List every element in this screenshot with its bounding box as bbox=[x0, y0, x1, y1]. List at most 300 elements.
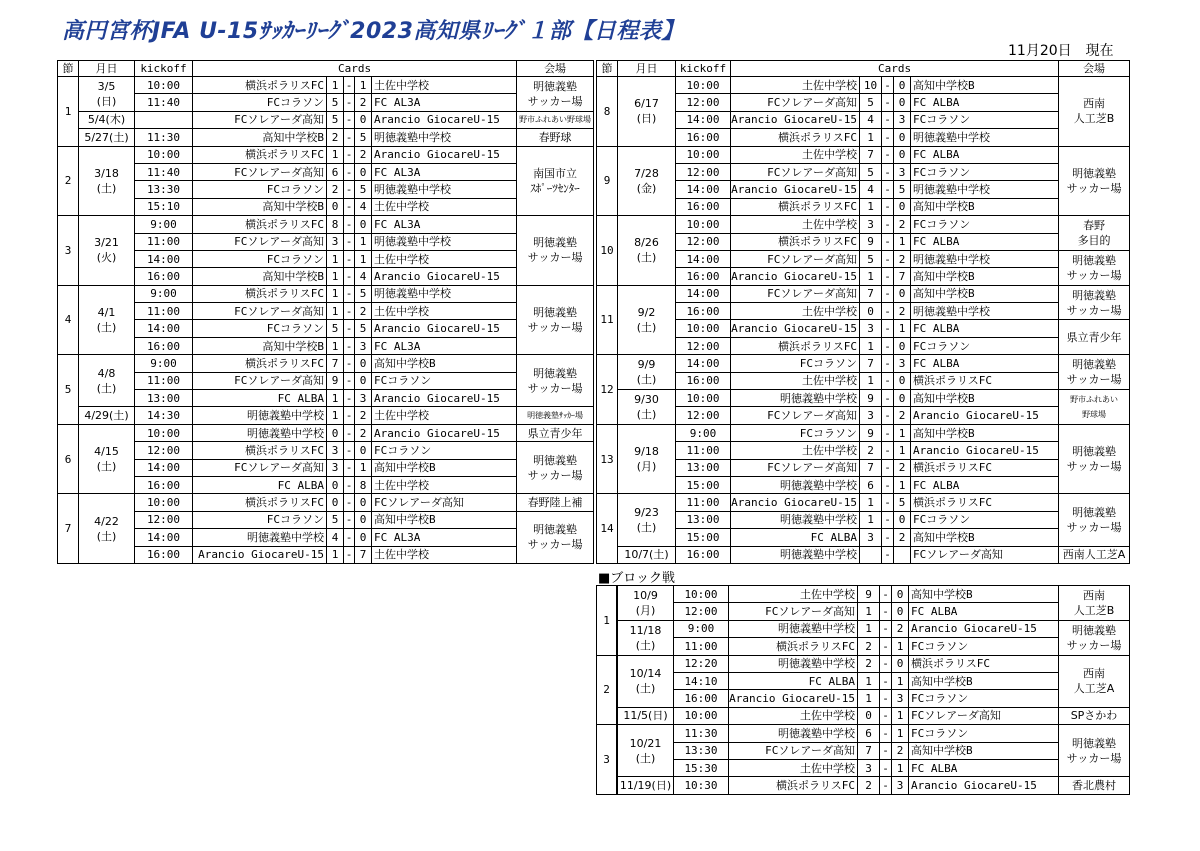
table-row bbox=[58, 146, 594, 163]
match-date: 4/22 (土) bbox=[79, 494, 135, 564]
kickoff-time: 16:00 bbox=[676, 198, 731, 215]
score-separator: - bbox=[882, 163, 894, 180]
kickoff-time: 15:10 bbox=[135, 198, 193, 215]
away-team: FC ALBA bbox=[911, 94, 1059, 111]
away-score: 3 bbox=[892, 777, 909, 794]
kickoff-time: 10:00 bbox=[674, 707, 729, 724]
round-number: 14 bbox=[597, 494, 618, 564]
table-row bbox=[58, 129, 594, 146]
score-separator: - bbox=[882, 424, 894, 441]
venue: 明徳義塾 サッカー場 bbox=[517, 216, 594, 286]
match-date: 10/9 (月) bbox=[618, 586, 674, 621]
away-score: 1 bbox=[892, 725, 909, 742]
home-score: 3 bbox=[858, 759, 880, 776]
header-sec: 節 bbox=[597, 61, 618, 77]
venue: 明徳義塾ｻｯｶｰ場 bbox=[517, 407, 594, 424]
match-date: 3/21 (火) bbox=[79, 216, 135, 286]
score-separator: - bbox=[344, 337, 355, 354]
away-score: 1 bbox=[355, 77, 372, 94]
away-score: 2 bbox=[892, 742, 909, 759]
kickoff-time: 12:00 bbox=[674, 603, 729, 620]
away-score: 1 bbox=[894, 320, 911, 337]
match-date: 9/9 (土) bbox=[618, 355, 676, 390]
away-score: 0 bbox=[355, 372, 372, 389]
home-team: 横浜ポラリスFC bbox=[193, 442, 327, 459]
venue: 明徳義塾 サッカー場 bbox=[1059, 285, 1130, 320]
table-row bbox=[618, 742, 1130, 759]
kickoff-time: 16:00 bbox=[674, 690, 729, 707]
score-separator: - bbox=[880, 690, 892, 707]
away-score: 2 bbox=[355, 424, 372, 441]
score-separator: - bbox=[882, 181, 894, 198]
score-separator: - bbox=[344, 216, 355, 233]
home-score: 5 bbox=[860, 250, 882, 267]
home-score: 7 bbox=[860, 459, 882, 476]
round-number: 1 bbox=[597, 586, 617, 656]
table-row bbox=[58, 198, 594, 215]
away-team: 横浜ポラリスFC bbox=[911, 459, 1059, 476]
home-score bbox=[860, 546, 882, 563]
table-row bbox=[597, 285, 1130, 302]
kickoff-time: 16:00 bbox=[135, 268, 193, 285]
away-team: FC AL3A bbox=[372, 337, 517, 354]
table-row bbox=[58, 94, 594, 111]
table-row bbox=[618, 638, 1130, 655]
table-row bbox=[597, 250, 1130, 267]
score-separator: - bbox=[344, 459, 355, 476]
table-row bbox=[58, 372, 594, 389]
away-team: FCコラソン bbox=[911, 216, 1059, 233]
away-score: 1 bbox=[892, 672, 909, 689]
table-row bbox=[618, 620, 1130, 637]
table-row bbox=[597, 511, 1130, 528]
away-team: 高知中学校B bbox=[911, 424, 1059, 441]
kickoff-time: 13:00 bbox=[135, 390, 193, 407]
table-row bbox=[597, 655, 617, 725]
home-team: 横浜ポラリスFC bbox=[193, 494, 327, 511]
table-row bbox=[597, 146, 1130, 163]
table-row bbox=[618, 777, 1130, 794]
kickoff-time: 11:40 bbox=[135, 163, 193, 180]
home-team: 土佐中学校 bbox=[731, 372, 860, 389]
away-team: FCソレアーダ高知 bbox=[909, 707, 1059, 724]
home-team: 横浜ポラリスFC bbox=[193, 355, 327, 372]
match-date: 4/1 (土) bbox=[79, 285, 135, 355]
home-team: 高知中学校B bbox=[193, 337, 327, 354]
home-score: 1 bbox=[327, 250, 344, 267]
away-score: 0 bbox=[894, 390, 911, 407]
home-team: 横浜ポラリスFC bbox=[193, 146, 327, 163]
venue: 明徳義塾 サッカー場 bbox=[1059, 620, 1130, 655]
home-score: 0 bbox=[858, 707, 880, 724]
home-team: FCソレアーダ高知 bbox=[193, 163, 327, 180]
venue: 南国市立 ｽﾎﾟｰﾂｾﾝﾀｰ bbox=[517, 146, 594, 216]
kickoff-time: 10:30 bbox=[674, 777, 729, 794]
home-team: FCコラソン bbox=[193, 181, 327, 198]
score-separator: - bbox=[882, 129, 894, 146]
kickoff-time: 9:00 bbox=[135, 216, 193, 233]
home-score: 1 bbox=[327, 407, 344, 424]
home-score: 1 bbox=[860, 494, 882, 511]
score-separator: - bbox=[344, 303, 355, 320]
kickoff-time: 13:00 bbox=[676, 511, 731, 528]
round-number: 2 bbox=[58, 146, 79, 216]
home-team: FC ALBA bbox=[193, 476, 327, 493]
home-score: 4 bbox=[860, 111, 882, 128]
home-score: 2 bbox=[858, 777, 880, 794]
table-row bbox=[58, 407, 594, 424]
away-team: 明徳義塾中学校 bbox=[372, 233, 517, 250]
home-score: 7 bbox=[860, 146, 882, 163]
away-team: FC ALBA bbox=[911, 233, 1059, 250]
home-score: 6 bbox=[860, 476, 882, 493]
schedule-table-right bbox=[596, 60, 1130, 564]
home-team: FCコラソン bbox=[193, 250, 327, 267]
home-score: 2 bbox=[327, 181, 344, 198]
away-team: 明徳義塾中学校 bbox=[911, 181, 1059, 198]
venue: 県立青少年 bbox=[517, 424, 594, 441]
away-score: 5 bbox=[355, 129, 372, 146]
kickoff-time: 11:00 bbox=[135, 303, 193, 320]
kickoff-time: 13:00 bbox=[676, 459, 731, 476]
kickoff-time: 16:00 bbox=[135, 476, 193, 493]
home-team: 土佐中学校 bbox=[729, 586, 858, 603]
away-score: 3 bbox=[892, 690, 909, 707]
score-separator: - bbox=[882, 146, 894, 163]
score-separator: - bbox=[882, 407, 894, 424]
away-score: 0 bbox=[892, 586, 909, 603]
schedule-table-block bbox=[617, 585, 1130, 795]
away-team: FC ALBA bbox=[911, 320, 1059, 337]
away-score: 1 bbox=[892, 638, 909, 655]
away-score: 4 bbox=[355, 198, 372, 215]
score-separator: - bbox=[882, 372, 894, 389]
venue: 明徳義塾 サッカー場 bbox=[1059, 250, 1130, 285]
away-team: 高知中学校B bbox=[911, 390, 1059, 407]
table-row bbox=[597, 233, 1130, 250]
score-separator: - bbox=[882, 94, 894, 111]
away-score: 2 bbox=[355, 407, 372, 424]
home-team: 横浜ポラリスFC bbox=[729, 777, 858, 794]
match-date: 6/17 (日) bbox=[618, 77, 676, 147]
home-score: 5 bbox=[860, 94, 882, 111]
home-score: 9 bbox=[860, 390, 882, 407]
score-separator: - bbox=[344, 546, 355, 563]
away-team: 明徳義塾中学校 bbox=[372, 129, 517, 146]
table-row bbox=[58, 494, 594, 511]
round-number: 12 bbox=[597, 355, 618, 425]
away-team: Arancio GiocareU-15 bbox=[372, 320, 517, 337]
away-team: Arancio GiocareU-15 bbox=[372, 268, 517, 285]
header-date: 月日 bbox=[79, 61, 135, 77]
away-team: FCコラソン bbox=[911, 511, 1059, 528]
home-score: 5 bbox=[327, 94, 344, 111]
kickoff-time: 11:00 bbox=[674, 638, 729, 655]
score-separator: - bbox=[882, 250, 894, 267]
table-row bbox=[58, 285, 594, 302]
home-score: 3 bbox=[327, 459, 344, 476]
match-date: 5/27(土) bbox=[79, 129, 135, 146]
away-team: FC AL3A bbox=[372, 94, 517, 111]
away-team: 横浜ポラリスFC bbox=[909, 655, 1059, 672]
away-team: 高知中学校B bbox=[372, 511, 517, 528]
table-row bbox=[597, 372, 1130, 389]
kickoff-time: 12:00 bbox=[135, 442, 193, 459]
table-row bbox=[618, 655, 1130, 672]
away-team: 土佐中学校 bbox=[372, 198, 517, 215]
home-team: 高知中学校B bbox=[193, 268, 327, 285]
away-team: 明徳義塾中学校 bbox=[911, 303, 1059, 320]
away-score: 2 bbox=[355, 146, 372, 163]
venue: 明徳義塾 サッカー場 bbox=[1059, 146, 1130, 216]
table-row bbox=[618, 690, 1130, 707]
venue: 明徳義塾 サッカー場 bbox=[1059, 494, 1130, 546]
venue: 明徳義塾 サッカー場 bbox=[517, 442, 594, 494]
home-score: 5 bbox=[327, 320, 344, 337]
away-team: FC AL3A bbox=[372, 163, 517, 180]
table-row bbox=[618, 759, 1130, 776]
away-score: 0 bbox=[355, 494, 372, 511]
as-of-date: 11月20日 現在 bbox=[1008, 43, 1114, 59]
home-team: FCソレアーダ高知 bbox=[193, 372, 327, 389]
away-team: 土佐中学校 bbox=[372, 250, 517, 267]
away-team: 土佐中学校 bbox=[372, 77, 517, 94]
home-score: 6 bbox=[327, 163, 344, 180]
score-separator: - bbox=[882, 529, 894, 546]
venue: 明徳義塾 サッカー場 bbox=[1059, 725, 1130, 777]
score-separator: - bbox=[344, 476, 355, 493]
home-team: 明徳義塾中学校 bbox=[729, 725, 858, 742]
away-team: FC ALBA bbox=[911, 146, 1059, 163]
score-separator: - bbox=[882, 320, 894, 337]
home-team: 土佐中学校 bbox=[731, 442, 860, 459]
kickoff-time: 9:00 bbox=[135, 285, 193, 302]
table-header-row bbox=[58, 61, 594, 77]
home-score: 1 bbox=[860, 337, 882, 354]
header-venue: 会場 bbox=[1059, 61, 1130, 77]
score-separator: - bbox=[880, 638, 892, 655]
score-separator: - bbox=[880, 742, 892, 759]
round-number: 7 bbox=[58, 494, 79, 564]
away-team: 高知中学校B bbox=[911, 529, 1059, 546]
venue: 明徳義塾 サッカー場 bbox=[517, 77, 594, 112]
away-team: 高知中学校B bbox=[911, 198, 1059, 215]
score-separator: - bbox=[344, 494, 355, 511]
away-score: 0 bbox=[355, 442, 372, 459]
away-score: 2 bbox=[894, 303, 911, 320]
away-team: 高知中学校B bbox=[372, 355, 517, 372]
block-section-title: ■ブロック戦 bbox=[598, 571, 676, 586]
away-team: FCコラソン bbox=[911, 163, 1059, 180]
home-team: FCコラソン bbox=[731, 424, 860, 441]
kickoff-time: 13:30 bbox=[135, 181, 193, 198]
home-score: 1 bbox=[327, 146, 344, 163]
home-score: 5 bbox=[327, 111, 344, 128]
home-score: 2 bbox=[858, 655, 880, 672]
home-score: 8 bbox=[327, 216, 344, 233]
home-team: FCコラソン bbox=[193, 94, 327, 111]
score-separator: - bbox=[882, 390, 894, 407]
kickoff-time: 10:00 bbox=[676, 320, 731, 337]
home-team: 土佐中学校 bbox=[731, 216, 860, 233]
match-date: 10/21 (土) bbox=[618, 725, 674, 777]
venue: 県立青少年 bbox=[1059, 320, 1130, 355]
home-team: 明徳義塾中学校 bbox=[729, 655, 858, 672]
kickoff-time: 16:00 bbox=[676, 303, 731, 320]
home-score: 1 bbox=[327, 390, 344, 407]
table-row bbox=[597, 529, 1130, 546]
score-separator: - bbox=[882, 111, 894, 128]
round-number: 11 bbox=[597, 285, 618, 355]
score-separator: - bbox=[344, 511, 355, 528]
table-row bbox=[597, 476, 1130, 493]
match-date: 11/19(日) bbox=[618, 777, 674, 794]
score-separator: - bbox=[882, 216, 894, 233]
home-team: 土佐中学校 bbox=[731, 146, 860, 163]
home-score: 4 bbox=[860, 181, 882, 198]
away-team: 明徳義塾中学校 bbox=[372, 285, 517, 302]
table-row bbox=[58, 442, 594, 459]
away-team: Arancio GiocareU-15 bbox=[372, 390, 517, 407]
away-score: 0 bbox=[355, 111, 372, 128]
home-score: 1 bbox=[858, 620, 880, 637]
table-row bbox=[597, 546, 1130, 563]
home-score: 1 bbox=[858, 603, 880, 620]
match-date: 4/15 (土) bbox=[79, 424, 135, 494]
away-team: 土佐中学校 bbox=[372, 546, 517, 563]
table-row bbox=[597, 77, 1130, 94]
table-row bbox=[597, 94, 1130, 111]
table-row bbox=[58, 268, 594, 285]
score-separator: - bbox=[880, 586, 892, 603]
table-row bbox=[58, 337, 594, 354]
home-score: 9 bbox=[860, 424, 882, 441]
away-team: Arancio GiocareU-15 bbox=[909, 777, 1059, 794]
match-date: 9/18 (月) bbox=[618, 424, 676, 494]
home-score: 2 bbox=[327, 129, 344, 146]
score-separator: - bbox=[880, 707, 892, 724]
kickoff-time: 11:30 bbox=[135, 129, 193, 146]
score-separator: - bbox=[344, 407, 355, 424]
away-team: Arancio GiocareU-15 bbox=[911, 442, 1059, 459]
kickoff-time: 14:00 bbox=[135, 529, 193, 546]
home-team: 高知中学校B bbox=[193, 198, 327, 215]
table-row bbox=[58, 424, 594, 441]
score-separator: - bbox=[344, 181, 355, 198]
away-score: 7 bbox=[894, 268, 911, 285]
away-team: FCコラソン bbox=[911, 337, 1059, 354]
header-cards: Cards bbox=[731, 61, 1059, 77]
away-score: 0 bbox=[355, 355, 372, 372]
home-team: FCソレアーダ高知 bbox=[731, 163, 860, 180]
away-score: 0 bbox=[894, 372, 911, 389]
away-score: 3 bbox=[894, 163, 911, 180]
kickoff-time: 10:00 bbox=[135, 146, 193, 163]
score-separator: - bbox=[344, 285, 355, 302]
away-team: Arancio GiocareU-15 bbox=[372, 146, 517, 163]
home-score: 7 bbox=[860, 285, 882, 302]
score-separator: - bbox=[882, 303, 894, 320]
away-team: FC ALBA bbox=[909, 603, 1059, 620]
home-score: 9 bbox=[327, 372, 344, 389]
score-separator: - bbox=[880, 759, 892, 776]
kickoff-time: 16:00 bbox=[676, 372, 731, 389]
away-score: 0 bbox=[894, 511, 911, 528]
table-row bbox=[58, 216, 594, 233]
kickoff-time: 10:00 bbox=[674, 586, 729, 603]
table-row bbox=[618, 725, 1130, 742]
home-score: 5 bbox=[327, 511, 344, 528]
table-row bbox=[597, 459, 1130, 476]
away-team: FC ALBA bbox=[909, 759, 1059, 776]
table-row bbox=[618, 672, 1130, 689]
away-team: FCソレアーダ高知 bbox=[911, 546, 1059, 563]
away-score: 5 bbox=[355, 285, 372, 302]
table-row bbox=[58, 181, 594, 198]
score-separator: - bbox=[882, 476, 894, 493]
kickoff-time: 12:00 bbox=[676, 163, 731, 180]
away-score: 3 bbox=[894, 355, 911, 372]
match-date: 10/14 (土) bbox=[618, 655, 674, 707]
kickoff-time: 9:00 bbox=[135, 355, 193, 372]
kickoff-time: 14:00 bbox=[676, 111, 731, 128]
score-separator: - bbox=[344, 129, 355, 146]
home-score: 0 bbox=[327, 476, 344, 493]
kickoff-time: 14:30 bbox=[135, 407, 193, 424]
table-row bbox=[597, 181, 1130, 198]
away-team: 横浜ポラリスFC bbox=[911, 494, 1059, 511]
away-score: 0 bbox=[355, 529, 372, 546]
kickoff-time: 12:00 bbox=[676, 94, 731, 111]
away-team: 明徳義塾中学校 bbox=[911, 129, 1059, 146]
away-score: 2 bbox=[894, 216, 911, 233]
home-score: 0 bbox=[327, 494, 344, 511]
away-team: FCコラソン bbox=[911, 111, 1059, 128]
kickoff-time: 11:00 bbox=[135, 233, 193, 250]
kickoff-time: 12:00 bbox=[135, 511, 193, 528]
home-score: 1 bbox=[860, 198, 882, 215]
away-team: 土佐中学校 bbox=[372, 476, 517, 493]
kickoff-time: 11:40 bbox=[135, 94, 193, 111]
away-score: 2 bbox=[894, 407, 911, 424]
home-team: Arancio GiocareU-15 bbox=[731, 181, 860, 198]
home-team: FCコラソン bbox=[193, 320, 327, 337]
home-team: 明徳義塾中学校 bbox=[731, 511, 860, 528]
match-date: 3/18 (土) bbox=[79, 146, 135, 216]
home-score: 1 bbox=[327, 303, 344, 320]
score-separator: - bbox=[882, 268, 894, 285]
match-date: 4/8 (土) bbox=[79, 355, 135, 407]
match-date: 7/28 (金) bbox=[618, 146, 676, 216]
header-cards: Cards bbox=[193, 61, 517, 77]
home-team: 横浜ポラリスFC bbox=[731, 233, 860, 250]
score-separator: - bbox=[344, 233, 355, 250]
table-row bbox=[58, 529, 594, 546]
home-team: 高知中学校B bbox=[193, 129, 327, 146]
home-score: 1 bbox=[860, 372, 882, 389]
away-score: 1 bbox=[355, 233, 372, 250]
score-separator: - bbox=[882, 494, 894, 511]
home-score: 1 bbox=[327, 337, 344, 354]
round-number: 5 bbox=[58, 355, 79, 425]
match-date: 4/29(土) bbox=[79, 407, 135, 424]
table-row bbox=[618, 603, 1130, 620]
home-team: Arancio GiocareU-15 bbox=[731, 111, 860, 128]
away-score: 0 bbox=[892, 603, 909, 620]
away-score: 3 bbox=[355, 337, 372, 354]
kickoff-time: 12:00 bbox=[676, 233, 731, 250]
home-team: FCソレアーダ高知 bbox=[193, 233, 327, 250]
